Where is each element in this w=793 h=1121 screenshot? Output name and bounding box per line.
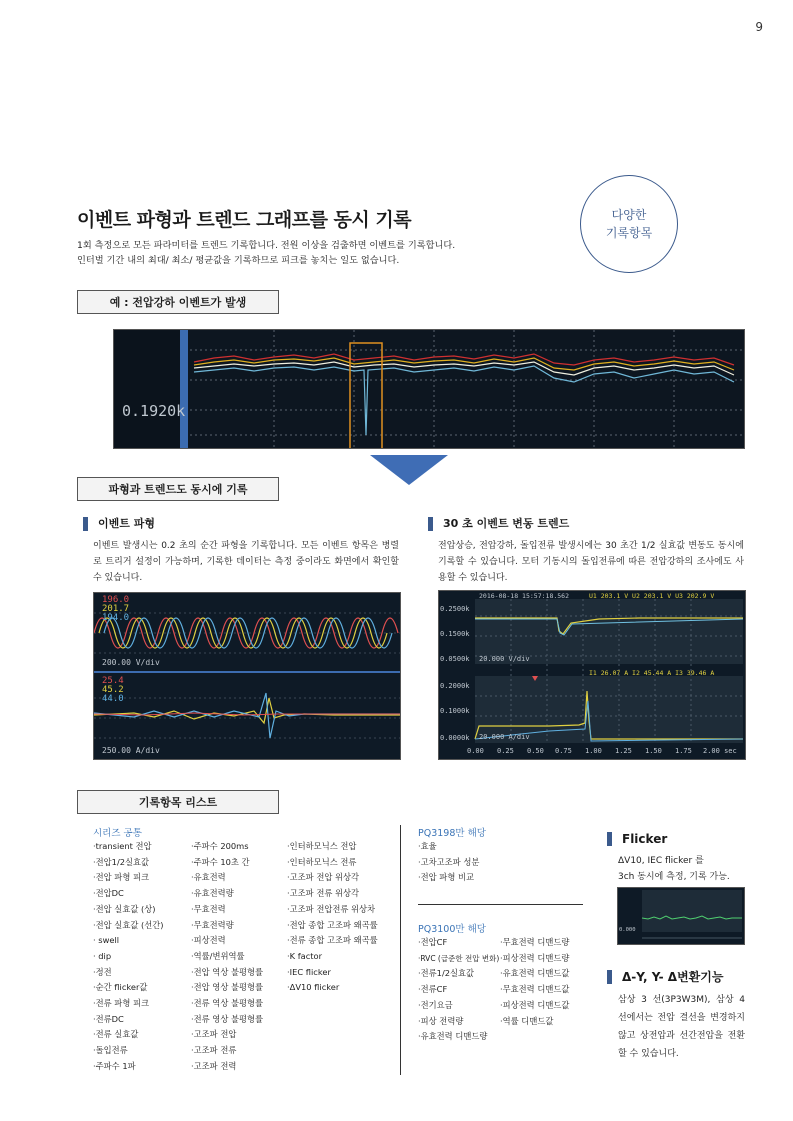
pq3198-list (418, 839, 578, 886)
list-item: ·주파수 200ms (191, 841, 249, 851)
pq-divider (418, 904, 583, 905)
list-item: ·인터하모닉스 전압 (287, 841, 357, 851)
list-item: ·고차고조파 성분 (418, 856, 480, 867)
x-tick-3: 0.75 (555, 747, 572, 755)
list-item: ·무효전력 (191, 903, 226, 914)
event-waveform-scope (93, 592, 401, 760)
list-item: ·피상전력 (191, 935, 226, 946)
list-item: ·transient 전압 (93, 841, 152, 851)
list-item: ·효율 (418, 841, 437, 851)
flicker-scope (617, 887, 745, 945)
series-common-col2 (191, 839, 291, 1075)
list-item: ·전압DC (93, 888, 124, 899)
delta-heading: Δ-Y, Y- Δ변환기능 (607, 970, 723, 984)
flicker-graph (618, 888, 744, 944)
trend-30s-scope (438, 590, 746, 760)
list-item: ·ΔV10 flicker (287, 982, 340, 993)
list-item: ·유효전력량 (191, 888, 234, 899)
list-item: ·고조파 전압전류 위상차 (287, 903, 376, 914)
list-item: ·고조파 전류 위상각 (287, 888, 360, 899)
a-tick-0: 0.2000k (440, 682, 470, 690)
list-item: ·전압CF (418, 937, 448, 947)
list-item: ·피상전력 디맨드값 (500, 999, 570, 1010)
flicker-line-1: ΔV10, IEC flicker 를 (618, 856, 704, 866)
page-title: 이벤트 파형과 트렌드 그래프를 동시 기록 (77, 209, 412, 231)
x-tick-7: 1.75 (675, 747, 692, 755)
list-item: ·고조파 전류 (191, 1045, 237, 1056)
list-item: ·주파수 1파 (93, 1060, 136, 1071)
top-scope-v1: 196.0 (102, 595, 130, 605)
flicker-readout: 0.000 (619, 927, 636, 933)
bottom-scope-v1: 25.4 (102, 676, 124, 686)
series-common-col3 (287, 839, 402, 996)
intro-text (77, 238, 557, 268)
list-item: ·전압 종합 고조파 왜곡률 (287, 919, 378, 930)
list-item: ·고조파 전압 위상각 (287, 872, 360, 883)
list-item: ·유효전력 (191, 872, 226, 883)
flicker-heading: Flicker (607, 832, 667, 846)
flicker-line-2: 3ch 동시에 측정, 기록 가능. (618, 872, 730, 882)
delta-text: 삼상 3 선(3P3W3M), 삼상 4 선에서는 전압 결선을 변경하지 않고 상전압과 선간전압을 전환할 수 있습니다. (618, 995, 745, 1059)
x-tick-8: 2.00 sec (703, 747, 737, 755)
trend-30s-text: 전압상승, 전압강하, 돌입전류 발생시에는 30 초간 1/2 실효값 변동도 동시에 기록할 수 있습니다. 모터 기동시의 돌입전류에 따른 전압강하의 조사에도 사용할 수 있습니다. (438, 541, 744, 583)
example-label: 예 : 전압강하 이벤트가 발생 (77, 290, 279, 314)
list-item: ·무효전력 디맨드량 (500, 937, 570, 947)
trend-i-header: I1 26.07 A I2 45.44 A I3 39.46 A (589, 669, 715, 677)
bottom-scope-scale: 250.00 A/div (102, 746, 160, 755)
list-item: · dip (93, 950, 112, 961)
list-item: ·역률/변위역률 (191, 950, 245, 961)
simultaneous-label: 파형과 트렌드도 동시에 기록 (77, 477, 279, 501)
trend-timestamp: 2016-08-18 15:57:18.562 (479, 592, 570, 600)
v-scale: 20.000 V/div (479, 655, 530, 663)
v-tick-1: 0.1500k (440, 630, 470, 638)
list-item: ·전류 영상 불평형률 (191, 1013, 264, 1024)
intro-line-2: 인터벌 기간 내의 최대/ 최소/ 평균값을 기록하므로 피크를 놓치는 일도 없습니다. (77, 255, 400, 266)
a-tick-2: 0.0000k (440, 734, 470, 742)
list-item: · swell (93, 935, 120, 946)
bottom-scope-v2: 45.2 (102, 685, 124, 695)
list-item: ·전압 실효값 (상) (93, 903, 156, 914)
list-item: ·고조파 전압 (191, 1029, 237, 1040)
top-scope-v3: 194.0 (102, 613, 130, 623)
trend-30s-graph (439, 591, 745, 759)
list-item: ·IEC flicker (287, 966, 331, 977)
series-common-col1 (93, 839, 193, 1075)
column-divider (400, 825, 401, 1075)
flicker-text (618, 853, 748, 885)
list-item: ·전압 파형 비교 (418, 872, 475, 883)
list-item: ·순간 flicker값 (93, 982, 148, 993)
v-tick-0: 0.2500k (440, 605, 470, 613)
trend-30s-heading: 30 초 이벤트 변동 트렌드 (428, 517, 569, 531)
list-item: ·전압 실효값 (선간) (93, 919, 164, 930)
event-waveform-graph (94, 593, 400, 759)
down-arrow-icon (370, 455, 448, 485)
series-common-heading: 시리즈 공통 (93, 828, 142, 839)
list-item: ·돌입전류 (93, 1045, 128, 1056)
list-item: ·전류 실효값 (93, 1029, 139, 1040)
pq3100-heading: PQ3100만 해당 (418, 924, 486, 935)
list-item: ·유효전력 디맨드량 (418, 1031, 488, 1042)
list-item: ·전압1/2실효값 (93, 856, 150, 867)
list-item: ·RVC (급준한 전압 변화) (418, 953, 500, 963)
list-item: ·피상전력 디맨드량 (500, 952, 570, 963)
list-item: ·피상 전력량 (418, 1015, 464, 1026)
list-item: ·전압 역상 불평형률 (191, 966, 264, 977)
x-tick-1: 0.25 (497, 747, 514, 755)
page-number: 9 (755, 20, 763, 34)
list-item: ·전류1/2실효값 (418, 968, 475, 979)
a-tick-1: 0.1000k (440, 707, 470, 715)
trend-scope-readout: 0.1920k (122, 402, 186, 420)
pq3100-col2 (500, 935, 590, 1029)
list-item: ·유효전력 디맨드값 (500, 968, 570, 979)
trend-scope-graph (114, 330, 744, 448)
list-item: ·무효전력량 (191, 919, 234, 930)
list-item: ·전류 종합 고조파 왜곡률 (287, 935, 378, 946)
v-tick-2: 0.0500k (440, 655, 470, 663)
event-waveform-heading: 이벤트 파형 (83, 517, 155, 531)
list-item: ·전류CF (418, 984, 448, 995)
bottom-scope-v3: 44.0 (102, 694, 124, 704)
top-scope-v2: 201.7 (102, 604, 130, 614)
x-tick-5: 1.25 (615, 747, 632, 755)
intro-line-1: 1회 측정으로 모든 파라미터를 트렌드 기록합니다. 전원 이상을 검출하면 이벤트를 기록합니다. (77, 240, 456, 251)
x-tick-2: 0.50 (527, 747, 544, 755)
list-item: ·전류 역상 불평형률 (191, 998, 264, 1009)
a-scale: 20.000 A/div (479, 733, 530, 741)
x-tick-6: 1.50 (645, 747, 662, 755)
list-item: ·전압 파형 피크 (93, 872, 150, 883)
list-item: ·무효전력 디맨드값 (500, 984, 570, 995)
badge-line-1: 다양한 (611, 208, 647, 222)
trend-u-header: U1 203.1 V U2 203.1 V U3 202.9 V (589, 592, 715, 600)
list-item: ·전압 영상 불평형률 (191, 982, 264, 993)
badge-line-2: 기록항목 (605, 226, 653, 240)
list-item: ·고조파 전력 (191, 1060, 237, 1071)
pq3198-heading: PQ3198만 해당 (418, 828, 486, 839)
x-tick-4: 1.00 (585, 747, 602, 755)
trend-scope (113, 329, 745, 449)
list-item: ·역률 디맨드값 (500, 1015, 554, 1026)
list-item: ·정전 (93, 966, 112, 977)
list-item: ·전기요금 (418, 999, 453, 1010)
list-item: ·전류 파형 피크 (93, 998, 150, 1009)
event-waveform-text: 이벤트 발생시는 0.2 초의 순간 파형을 기록합니다. 모든 이벤트 항목은 병렬로 트리거 설정이 가능하며, 기록한 데이터는 측정 중이라도 화면에서 확인할 수 있습니다. (93, 541, 399, 583)
pq3100-col1 (418, 935, 510, 1045)
list-item: ·주파수 10초 간 (191, 856, 250, 867)
record-list-label: 기록항목 리스트 (77, 790, 279, 814)
feature-badge (580, 175, 678, 273)
list-item: ·인터하모닉스 전류 (287, 856, 357, 867)
list-item: ·전류DC (93, 1013, 124, 1024)
x-tick-0: 0.00 (467, 747, 484, 755)
top-scope-scale: 200.00 V/div (102, 658, 160, 667)
list-item: ·K factor (287, 950, 323, 961)
